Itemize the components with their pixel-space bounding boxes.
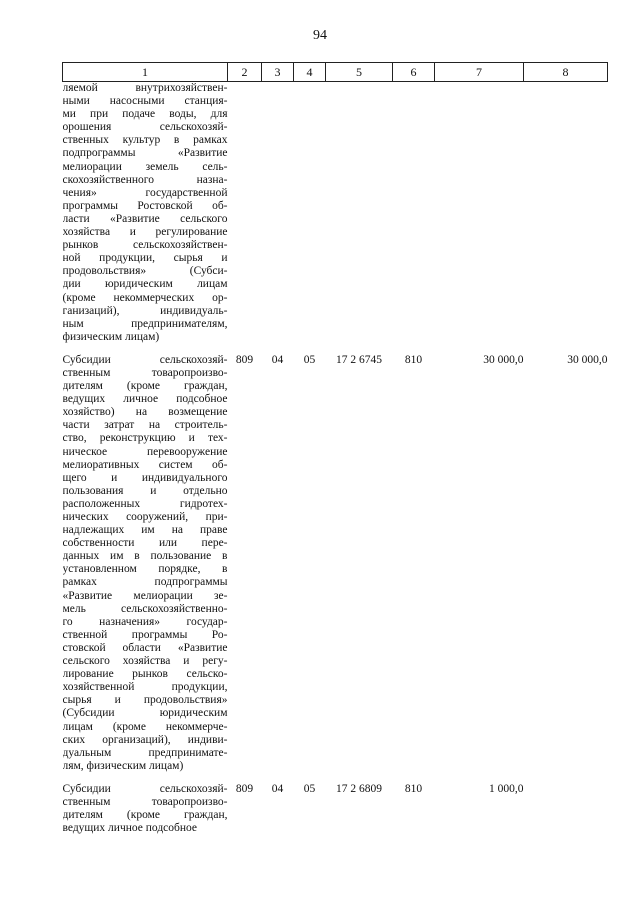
description-line: продовольствия» (Субси- bbox=[62, 265, 228, 278]
description-line: лицам (кроме некоммерче- bbox=[62, 720, 228, 733]
table-header-row bbox=[63, 63, 608, 82]
description-line: «Развитие мелиорации зе- bbox=[62, 589, 228, 602]
description-line: го назначения» государ- bbox=[62, 615, 228, 628]
column-header: 8 bbox=[524, 63, 608, 82]
description-line: Субсидии сельскохозяй- bbox=[62, 782, 228, 795]
description-line: хозяйства и регулирование bbox=[62, 226, 228, 239]
description-line: сырья и продовольствия» bbox=[62, 694, 228, 707]
subsection-code-cell: 05 bbox=[303, 782, 316, 795]
section-code-cell: 04 bbox=[271, 353, 284, 366]
amount-cell bbox=[524, 783, 608, 835]
column-header: 4 bbox=[294, 63, 326, 82]
expense-type-cell bbox=[393, 82, 435, 344]
row-description bbox=[63, 783, 228, 835]
description-line: ными насосными станция- bbox=[62, 95, 228, 108]
description-line: данных им в пользование в bbox=[62, 550, 228, 563]
column-header: 5 bbox=[326, 63, 393, 82]
description-line: сельского хозяйства и регу- bbox=[62, 655, 228, 668]
description-line: ственным товаропроизво- bbox=[62, 795, 228, 808]
description-line: хозяйственной продукции, bbox=[62, 681, 228, 694]
description-line: лям, физическим лицам) bbox=[62, 759, 184, 772]
description-line: ническое перевооружение bbox=[62, 445, 228, 458]
description-line: Субсидии сельскохозяй- bbox=[62, 353, 228, 366]
description-line: орошения сельскохозяй- bbox=[62, 121, 228, 134]
description-line: надлежащих им на праве bbox=[62, 524, 228, 537]
description-line: ственной программы Ро- bbox=[62, 628, 228, 641]
description-line: мель сельскохозяйственно- bbox=[62, 602, 228, 615]
row-spacer bbox=[63, 344, 608, 354]
description-line: собственности или пере- bbox=[62, 537, 228, 550]
description-line: чения» государственной bbox=[62, 186, 228, 199]
description-line: (кроме некоммерческих ор- bbox=[62, 291, 228, 304]
ministry-code-cell: 809 bbox=[235, 782, 254, 795]
description-line: рынков сельскохозяйствен- bbox=[62, 239, 228, 252]
description-line: ственным товаропроизво- bbox=[62, 366, 228, 379]
column-header: 2 bbox=[228, 63, 262, 82]
description-line: ласти «Развитие сельского bbox=[62, 212, 228, 225]
amount-cell bbox=[524, 82, 608, 344]
description-line: мелиоративных систем об- bbox=[62, 458, 228, 471]
description-line: ми при подаче воды, для bbox=[62, 108, 228, 121]
table-row bbox=[63, 354, 608, 773]
description-line: стовской области «Развитие bbox=[62, 641, 228, 654]
description-line: лирование рынков сельско- bbox=[62, 668, 228, 681]
description-line: части затрат на строитель- bbox=[62, 419, 228, 432]
description-line: ной продукции, сырья и bbox=[62, 252, 228, 265]
description-line: расположенных гидротех- bbox=[62, 497, 228, 510]
description-line: физическим лицам) bbox=[62, 330, 160, 343]
target-article-cell: 17 2 6809 bbox=[336, 782, 382, 795]
page-number: 94 bbox=[313, 28, 327, 43]
amount-cell: 30 000,0 bbox=[483, 353, 524, 366]
description-line: пользования и отдельно bbox=[62, 484, 228, 497]
expense-type-cell: 810 bbox=[404, 353, 423, 366]
description-line: скохозяйственного назна- bbox=[62, 173, 228, 186]
budget-table bbox=[62, 62, 608, 835]
subsection-code-cell: 05 bbox=[303, 353, 316, 366]
description-line: ведущих личное подсобное bbox=[62, 393, 228, 406]
target-article-cell: 17 2 6745 bbox=[336, 353, 382, 366]
row-description bbox=[63, 354, 228, 773]
description-line: ство, реконструкцию и тех- bbox=[62, 432, 228, 445]
description-line: ских организаций), индиви- bbox=[62, 733, 228, 746]
description-line: щего и индивидуального bbox=[62, 471, 228, 484]
ministry-code-cell bbox=[228, 82, 262, 344]
ministry-code-cell: 809 bbox=[235, 353, 254, 366]
section-code-cell: 04 bbox=[271, 782, 284, 795]
description-line: (Субсидии юридическим bbox=[62, 707, 228, 720]
expense-type-cell: 810 bbox=[404, 782, 423, 795]
description-line: рамках подпрограммы bbox=[62, 576, 228, 589]
description-line: ляемой внутрихозяйствен- bbox=[62, 82, 228, 94]
description-line: нических сооружений, при- bbox=[62, 511, 228, 523]
row-spacer-cell bbox=[63, 773, 608, 783]
description-line: ственных культур в рамках bbox=[62, 134, 228, 147]
table-row bbox=[63, 82, 608, 344]
amount-cell: 30 000,0 bbox=[567, 353, 608, 366]
table-row bbox=[63, 783, 608, 835]
description-line: дителям (кроме граждан, bbox=[62, 380, 228, 393]
row-description bbox=[63, 82, 228, 344]
row-spacer-cell bbox=[63, 344, 608, 354]
description-line: установленном порядке, в bbox=[62, 563, 228, 576]
target-article-cell bbox=[326, 82, 393, 344]
column-header: 7 bbox=[435, 63, 524, 82]
column-header: 1 bbox=[63, 63, 228, 82]
amount-cell bbox=[435, 82, 524, 344]
description-line: ным предпринимателям, bbox=[62, 317, 228, 330]
section-code-cell bbox=[262, 82, 294, 344]
description-line: дителям (кроме граждан, bbox=[62, 809, 228, 822]
description-line: хозяйство) на возмещение bbox=[62, 406, 228, 419]
description-line: дии юридическим лицам bbox=[62, 278, 228, 291]
amount-cell: 1 000,0 bbox=[489, 782, 524, 795]
description-line: ганизаций), индивидуаль- bbox=[62, 304, 228, 317]
description-line: подпрограммы «Развитие bbox=[62, 147, 228, 160]
subsection-code-cell bbox=[294, 82, 326, 344]
description-line: мелиорации земель сель- bbox=[62, 160, 228, 173]
column-header: 3 bbox=[262, 63, 294, 82]
row-spacer bbox=[63, 773, 608, 783]
description-line: ведущих личное подсобное bbox=[62, 822, 198, 835]
description-line: дуальным предпринимате- bbox=[62, 746, 228, 759]
column-header: 6 bbox=[393, 63, 435, 82]
description-line: программы Ростовской об- bbox=[62, 199, 228, 212]
